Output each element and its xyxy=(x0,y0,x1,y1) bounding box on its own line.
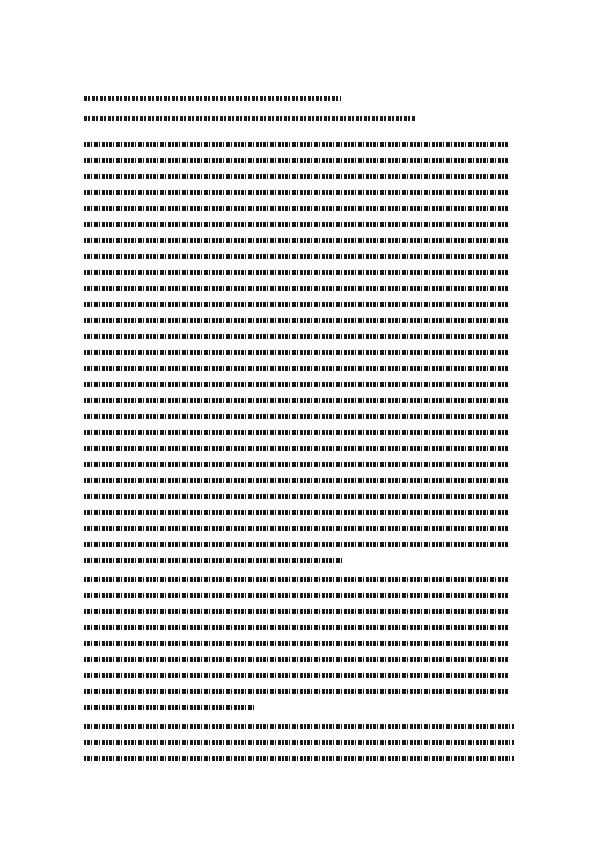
body-line xyxy=(84,174,508,179)
body-line xyxy=(84,222,508,227)
body-line xyxy=(84,673,508,678)
body-line xyxy=(84,254,508,259)
body-line xyxy=(84,478,508,483)
header-line-1 xyxy=(84,96,341,101)
body-line xyxy=(84,350,508,355)
body-line xyxy=(84,142,508,147)
body-line xyxy=(84,558,342,563)
body-line xyxy=(84,206,508,211)
body-line xyxy=(84,542,508,547)
header-line-2 xyxy=(84,116,415,121)
body-line xyxy=(84,366,508,371)
body-line xyxy=(84,398,508,403)
body-line xyxy=(84,625,508,630)
body-line xyxy=(84,318,508,323)
body-line xyxy=(84,609,508,614)
body-line xyxy=(84,334,508,339)
body-line xyxy=(84,430,508,435)
body-line xyxy=(84,526,508,531)
body-line xyxy=(84,689,508,694)
body-line xyxy=(84,657,508,662)
body-line xyxy=(84,302,508,307)
body-line xyxy=(84,724,514,729)
body-line xyxy=(84,158,508,163)
body-line xyxy=(84,593,508,598)
body-line xyxy=(84,510,508,515)
body-line xyxy=(84,238,508,243)
body-line xyxy=(84,641,508,646)
body-line xyxy=(84,446,508,451)
body-line xyxy=(84,270,508,275)
body-line xyxy=(84,414,508,419)
body-line xyxy=(84,382,508,387)
body-line xyxy=(84,577,508,582)
body-line xyxy=(84,494,508,499)
body-line xyxy=(84,286,508,291)
body-line xyxy=(84,190,508,195)
body-line xyxy=(84,756,514,761)
body-line xyxy=(84,740,514,745)
body-line xyxy=(84,705,254,710)
body-line xyxy=(84,462,508,467)
